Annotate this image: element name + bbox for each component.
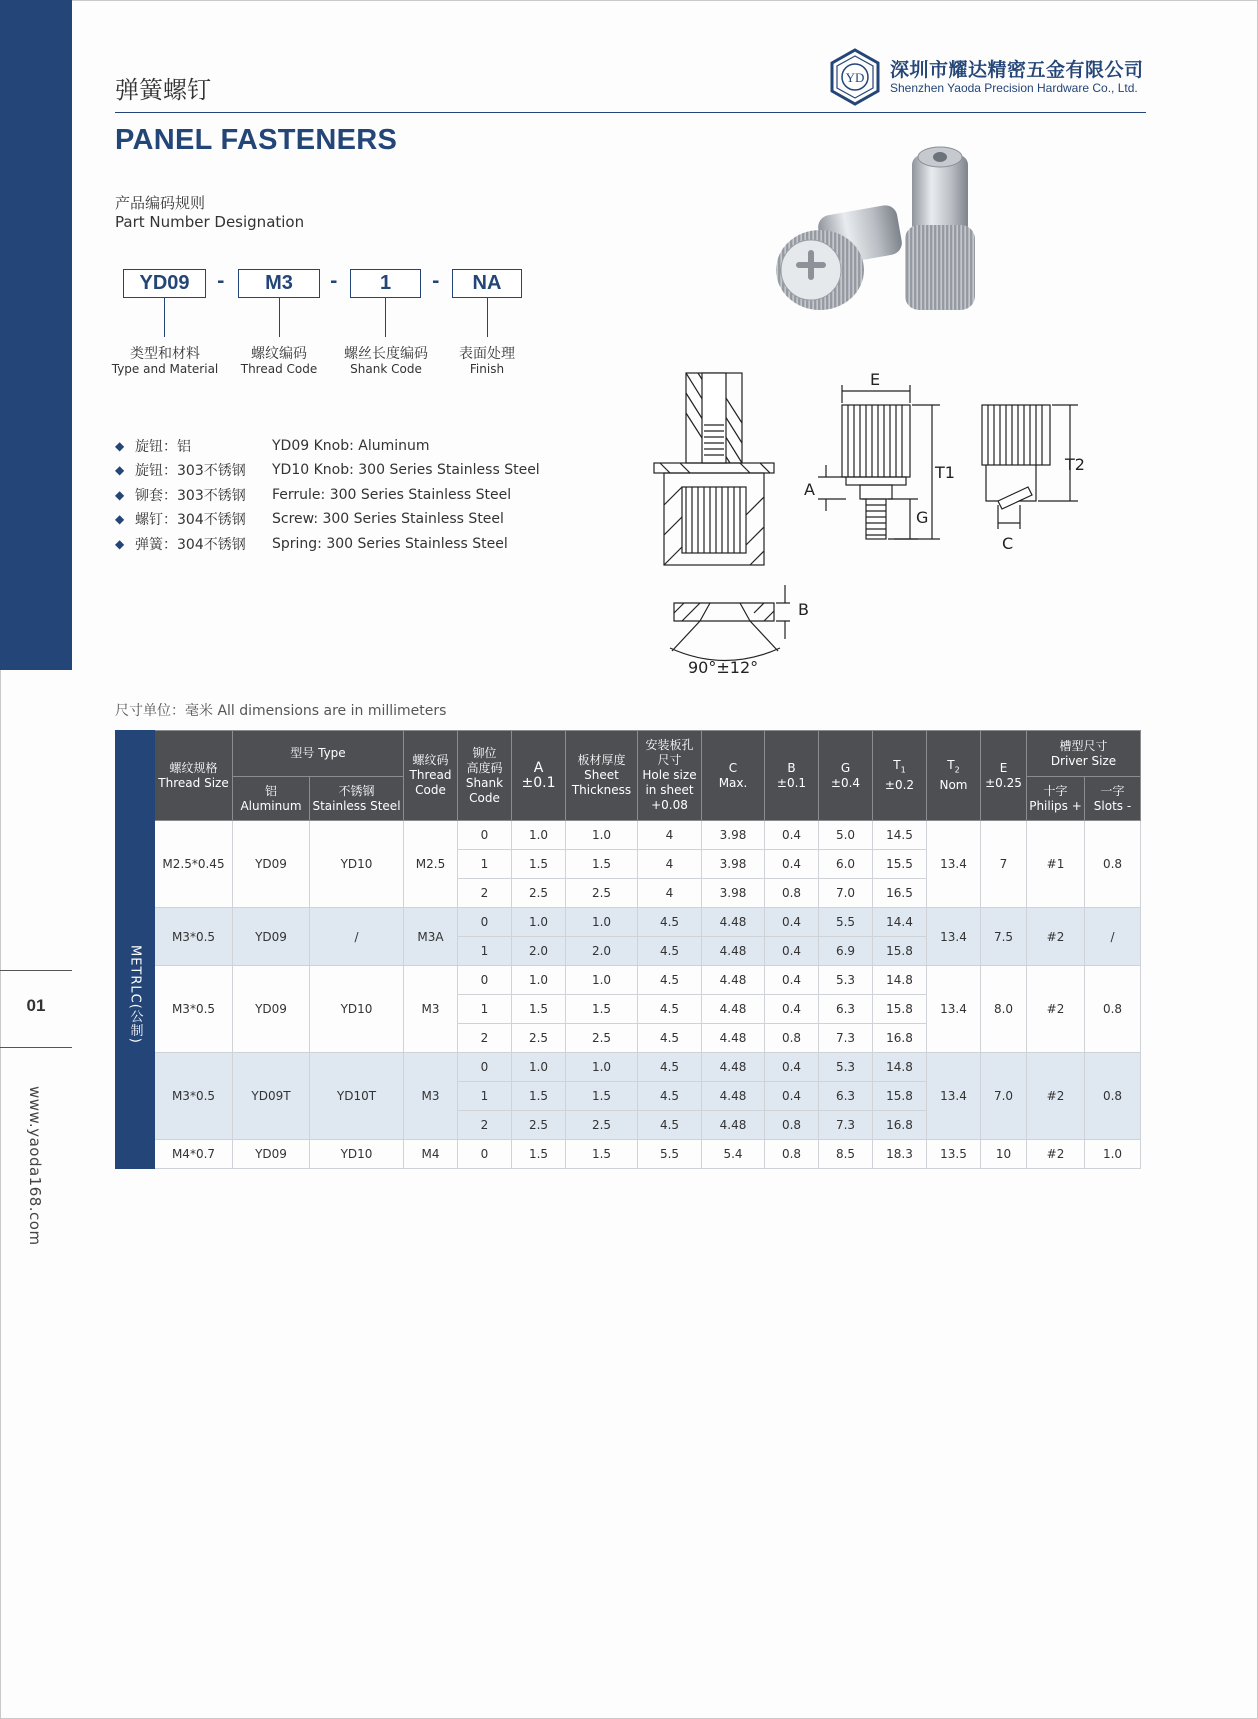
th-type: 型号 Type (233, 731, 404, 777)
cell-aluminum: YD09 (233, 821, 310, 908)
code-type-label-cn: 类型和材料 (130, 346, 200, 362)
cell-sheet-thickness: 2.0 (566, 937, 638, 966)
cell-C: 3.98 (702, 850, 765, 879)
cell-A: 1.5 (512, 850, 566, 879)
cell-hole-size: 4 (638, 821, 702, 850)
cell-aluminum: YD09T (233, 1053, 310, 1140)
cell-hole-size: 4.5 (638, 1111, 702, 1140)
cell-shank-code: 0 (458, 1140, 512, 1169)
sidebar-divider (0, 970, 72, 971)
dim-label-B: B (798, 600, 809, 619)
cell-slots: / (1085, 908, 1141, 966)
cell-B: 0.8 (765, 879, 819, 908)
logo-text: YD (845, 70, 865, 85)
cell-sheet-thickness: 1.0 (566, 908, 638, 937)
cell-B: 0.4 (765, 937, 819, 966)
cell-slots: 0.8 (1085, 966, 1141, 1053)
cell-A: 2.5 (512, 1024, 566, 1053)
cell-A: 1.5 (512, 1082, 566, 1111)
company-logo-icon (828, 48, 882, 106)
cell-E: 7 (981, 821, 1027, 908)
cell-A: 2.5 (512, 879, 566, 908)
cell-B: 0.4 (765, 908, 819, 937)
cell-G: 8.5 (819, 1140, 873, 1169)
dim-label-T2: T2 (1065, 455, 1085, 474)
cell-T1: 16.5 (873, 879, 927, 908)
th-stainless: 不锈钢 Stainless Steel (310, 777, 404, 821)
cell-C: 4.48 (702, 937, 765, 966)
code-finish-label-en: Finish (469, 362, 505, 376)
th-E: E ±0.25 (981, 731, 1027, 821)
cell-C: 4.48 (702, 966, 765, 995)
cell-T2: 13.4 (927, 1053, 981, 1140)
metric-label-text: METRLC(公制) (127, 945, 143, 1044)
cell-B: 0.4 (765, 850, 819, 879)
cell-B: 0.8 (765, 1024, 819, 1053)
page-number: 01 (26, 996, 46, 1015)
cell-G: 5.5 (819, 908, 873, 937)
cell-shank-code: 1 (458, 937, 512, 966)
cell-T1: 15.8 (873, 937, 927, 966)
cell-hole-size: 4.5 (638, 908, 702, 937)
code-finish-label-cn: 表面处理 (459, 346, 515, 362)
material-en: Screw: 300 Series Stainless Steel (272, 511, 504, 527)
cell-C: 4.48 (702, 1082, 765, 1111)
th-aluminum: 铝 Aluminum (233, 777, 310, 821)
cell-thread-code: M3A (404, 908, 458, 966)
cell-sheet-thickness: 1.0 (566, 966, 638, 995)
company-name-cn: 深圳市耀达精密五金有限公司 (890, 59, 1144, 81)
cell-thread-code: M2.5 (404, 821, 458, 908)
cell-B: 0.4 (765, 1082, 819, 1111)
cell-G: 7.0 (819, 879, 873, 908)
cell-E: 8.0 (981, 966, 1027, 1053)
dim-label-angle: 90°±12° (688, 658, 759, 677)
cell-T1: 14.8 (873, 966, 927, 995)
cell-A: 1.0 (512, 966, 566, 995)
material-en: YD09 Knob: Aluminum (272, 438, 430, 454)
cell-thread-size: M3*0.5 (155, 1053, 233, 1140)
material-item (115, 435, 430, 457)
cell-E: 7.5 (981, 908, 1027, 966)
cell-C: 5.4 (702, 1140, 765, 1169)
part-number-label-en: Part Number Designation (115, 213, 305, 231)
cell-hole-size: 4.5 (638, 1082, 702, 1111)
code-type-box: YD09 (123, 269, 206, 298)
company-name-en: Shenzhen Yaoda Precision Hardware Co., Ltd. (890, 81, 1138, 95)
cell-thread-code: M4 (404, 1140, 458, 1169)
cell-aluminum: YD09 (233, 908, 310, 966)
cell-B: 0.4 (765, 821, 819, 850)
cell-sheet-thickness: 1.5 (566, 1140, 638, 1169)
cell-shank-code: 0 (458, 966, 512, 995)
cell-B: 0.4 (765, 1053, 819, 1082)
th-hole-size: 安装板孔 尺寸 Hole size in sheet +0.08 (638, 731, 702, 821)
cell-hole-size: 4.5 (638, 1024, 702, 1053)
cell-sheet-thickness: 1.0 (566, 821, 638, 850)
cell-T1: 15.8 (873, 995, 927, 1024)
cell-G: 6.3 (819, 995, 873, 1024)
cell-stainless: YD10 (310, 1140, 404, 1169)
th-B: B ±0.1 (765, 731, 819, 821)
material-cn: 弹簧：304不锈钢 (135, 537, 246, 553)
th-slots: 一字 Slots - (1085, 777, 1141, 821)
diamond-bullet-icon: ◆ (115, 439, 125, 453)
code-shank-label-en: Shank Code (350, 362, 422, 376)
cell-G: 6.9 (819, 937, 873, 966)
cell-stainless: YD10 (310, 821, 404, 908)
cell-aluminum: YD09 (233, 1140, 310, 1169)
cell-C: 4.48 (702, 1024, 765, 1053)
cell-T2: 13.5 (927, 1140, 981, 1169)
table-row (116, 1140, 1141, 1169)
cell-sheet-thickness: 2.5 (566, 1111, 638, 1140)
code-separator: - (432, 271, 440, 292)
cell-slots: 0.8 (1085, 1053, 1141, 1140)
cell-C: 4.48 (702, 995, 765, 1024)
cell-T1: 18.3 (873, 1140, 927, 1169)
code-leader-line (279, 298, 280, 337)
cell-shank-code: 0 (458, 1053, 512, 1082)
th-T1: $T_1$ ±0.2 (873, 731, 927, 821)
cell-A: 1.5 (512, 1140, 566, 1169)
code-leader-line (385, 298, 386, 337)
cell-shank-code: 2 (458, 1024, 512, 1053)
cell-philips: #2 (1027, 1053, 1085, 1140)
cell-A: 2.0 (512, 937, 566, 966)
cell-C: 3.98 (702, 879, 765, 908)
cell-sheet-thickness: 1.5 (566, 995, 638, 1024)
cell-stainless: YD10T (310, 1053, 404, 1140)
cell-hole-size: 4.5 (638, 995, 702, 1024)
code-type-label-en: Type and Material (111, 362, 219, 376)
cell-B: 0.8 (765, 1111, 819, 1140)
product-photo (735, 145, 1005, 345)
th-A: A ±0.1 (512, 731, 566, 821)
th-C: C Max. (702, 731, 765, 821)
dim-label-G: G (916, 508, 929, 527)
cell-slots: 0.8 (1085, 821, 1141, 908)
diamond-bullet-icon: ◆ (115, 463, 125, 477)
cell-C: 4.48 (702, 1053, 765, 1082)
sidebar-divider (0, 1047, 72, 1048)
table-header (116, 731, 1141, 821)
header-rule (115, 112, 1146, 113)
cell-G: 6.3 (819, 1082, 873, 1111)
cell-philips: #2 (1027, 908, 1085, 966)
cell-C: 4.48 (702, 1111, 765, 1140)
th-thread-size: 螺纹规格 Thread Size (155, 731, 233, 821)
dim-label-C: C (1002, 534, 1014, 553)
cell-thread-code: M3 (404, 1053, 458, 1140)
material-item (115, 508, 504, 530)
th-driver-size: 槽型尺寸 Driver Size (1027, 731, 1141, 777)
cell-T1: 15.8 (873, 1082, 927, 1111)
cell-B: 0.4 (765, 995, 819, 1024)
th-philips: 十字 Philips + (1027, 777, 1085, 821)
cell-aluminum: YD09 (233, 966, 310, 1053)
code-leader-line (487, 298, 488, 337)
cell-A: 1.0 (512, 908, 566, 937)
diamond-bullet-icon: ◆ (115, 512, 125, 526)
cell-philips: #2 (1027, 966, 1085, 1053)
material-item (115, 484, 511, 506)
cell-shank-code: 1 (458, 995, 512, 1024)
cell-thread-size: M3*0.5 (155, 966, 233, 1053)
cell-G: 5.3 (819, 966, 873, 995)
material-item (115, 533, 508, 555)
th-G: G ±0.4 (819, 731, 873, 821)
cell-philips: #2 (1027, 1140, 1085, 1169)
technical-drawing (640, 365, 1090, 685)
cell-shank-code: 2 (458, 1111, 512, 1140)
material-cn: 铆套：303不锈钢 (135, 488, 246, 504)
table-row (116, 821, 1141, 850)
material-cn: 旋钮：铝 (135, 439, 191, 455)
dim-label-E: E (870, 370, 881, 389)
cell-shank-code: 1 (458, 1082, 512, 1111)
cell-T2: 13.4 (927, 908, 981, 966)
diamond-bullet-icon: ◆ (115, 537, 125, 551)
cell-G: 6.0 (819, 850, 873, 879)
dim-label-T1: T1 (935, 463, 955, 482)
cell-sheet-thickness: 2.5 (566, 1024, 638, 1053)
cell-T1: 14.8 (873, 1053, 927, 1082)
cell-shank-code: 1 (458, 850, 512, 879)
cell-hole-size: 5.5 (638, 1140, 702, 1169)
cell-hole-size: 4.5 (638, 1053, 702, 1082)
cell-sheet-thickness: 2.5 (566, 879, 638, 908)
code-shank-box: 1 (350, 269, 421, 298)
cell-C: 4.48 (702, 908, 765, 937)
cell-hole-size: 4.5 (638, 966, 702, 995)
material-cn: 螺钉：304不锈钢 (135, 512, 246, 528)
cell-G: 5.3 (819, 1053, 873, 1082)
material-item (115, 459, 540, 481)
cell-T2: 13.4 (927, 821, 981, 908)
th-thread-code: 螺纹码 Thread Code (404, 731, 458, 821)
code-separator: - (330, 271, 338, 292)
code-thread-label-cn: 螺纹编码 (251, 346, 307, 362)
cell-B: 0.8 (765, 1140, 819, 1169)
cell-E: 7.0 (981, 1053, 1027, 1140)
cell-thread-size: M2.5*0.45 (155, 821, 233, 908)
material-cn: 旋钮：303不锈钢 (135, 463, 246, 479)
cell-thread-size: M3*0.5 (155, 908, 233, 966)
cell-philips: #1 (1027, 821, 1085, 908)
material-en: YD10 Knob: 300 Series Stainless Steel (272, 462, 540, 478)
cell-stainless: / (310, 908, 404, 966)
website-url[interactable]: www.yaoda168.com (26, 1086, 44, 1246)
code-shank-label-cn: 螺丝长度编码 (344, 346, 428, 362)
units-note: 尺寸单位：毫米 All dimensions are in millimeters (115, 703, 447, 719)
code-leader-line (164, 298, 165, 337)
metric-header-cell (116, 731, 155, 821)
cell-sheet-thickness: 1.0 (566, 1053, 638, 1082)
cell-hole-size: 4 (638, 879, 702, 908)
part-number-label-cn: 产品编码规则 (115, 194, 206, 212)
cell-B: 0.4 (765, 966, 819, 995)
code-thread-label-en: Thread Code (240, 362, 318, 376)
cell-hole-size: 4 (638, 850, 702, 879)
cell-T1: 16.8 (873, 1024, 927, 1053)
cell-shank-code: 2 (458, 879, 512, 908)
dim-label-A: A (804, 480, 815, 499)
th-sheet-thickness: 板材厚度 Sheet Thickness (566, 731, 638, 821)
code-separator: - (217, 271, 225, 292)
cell-stainless: YD10 (310, 966, 404, 1053)
th-shank-code: 铆位 高度码 Shank Code (458, 731, 512, 821)
code-thread-box: M3 (238, 269, 320, 298)
table-row (116, 966, 1141, 995)
cell-T1: 14.4 (873, 908, 927, 937)
cell-sheet-thickness: 1.5 (566, 1082, 638, 1111)
table-row (116, 1053, 1141, 1082)
cell-A: 2.5 (512, 1111, 566, 1140)
cell-T1: 14.5 (873, 821, 927, 850)
cell-A: 1.5 (512, 995, 566, 1024)
material-en: Spring: 300 Series Stainless Steel (272, 536, 508, 552)
metric-side-label (116, 821, 155, 1169)
material-en: Ferrule: 300 Series Stainless Steel (272, 487, 512, 503)
cell-sheet-thickness: 1.5 (566, 850, 638, 879)
cell-shank-code: 0 (458, 908, 512, 937)
table-body (116, 821, 1141, 1169)
category-title: 弹簧螺钉 (115, 76, 211, 104)
code-finish-box: NA (452, 269, 522, 298)
cell-shank-code: 0 (458, 821, 512, 850)
table-row (116, 908, 1141, 937)
cell-G: 7.3 (819, 1024, 873, 1053)
cell-T2: 13.4 (927, 966, 981, 1053)
cell-A: 1.0 (512, 1053, 566, 1082)
spec-table (115, 730, 1141, 1169)
sidebar-band (0, 0, 72, 670)
page-title: PANEL FASTENERS (115, 124, 398, 156)
cell-slots: 1.0 (1085, 1140, 1141, 1169)
th-T2: $T_2$ Nom (927, 731, 981, 821)
cell-G: 7.3 (819, 1111, 873, 1140)
cell-T1: 15.5 (873, 850, 927, 879)
cell-thread-code: M3 (404, 966, 458, 1053)
cell-G: 5.0 (819, 821, 873, 850)
diamond-bullet-icon: ◆ (115, 488, 125, 502)
cell-thread-size: M4*0.7 (155, 1140, 233, 1169)
cell-C: 3.98 (702, 821, 765, 850)
cell-A: 1.0 (512, 821, 566, 850)
cell-E: 10 (981, 1140, 1027, 1169)
cell-T1: 16.8 (873, 1111, 927, 1140)
cell-hole-size: 4.5 (638, 937, 702, 966)
